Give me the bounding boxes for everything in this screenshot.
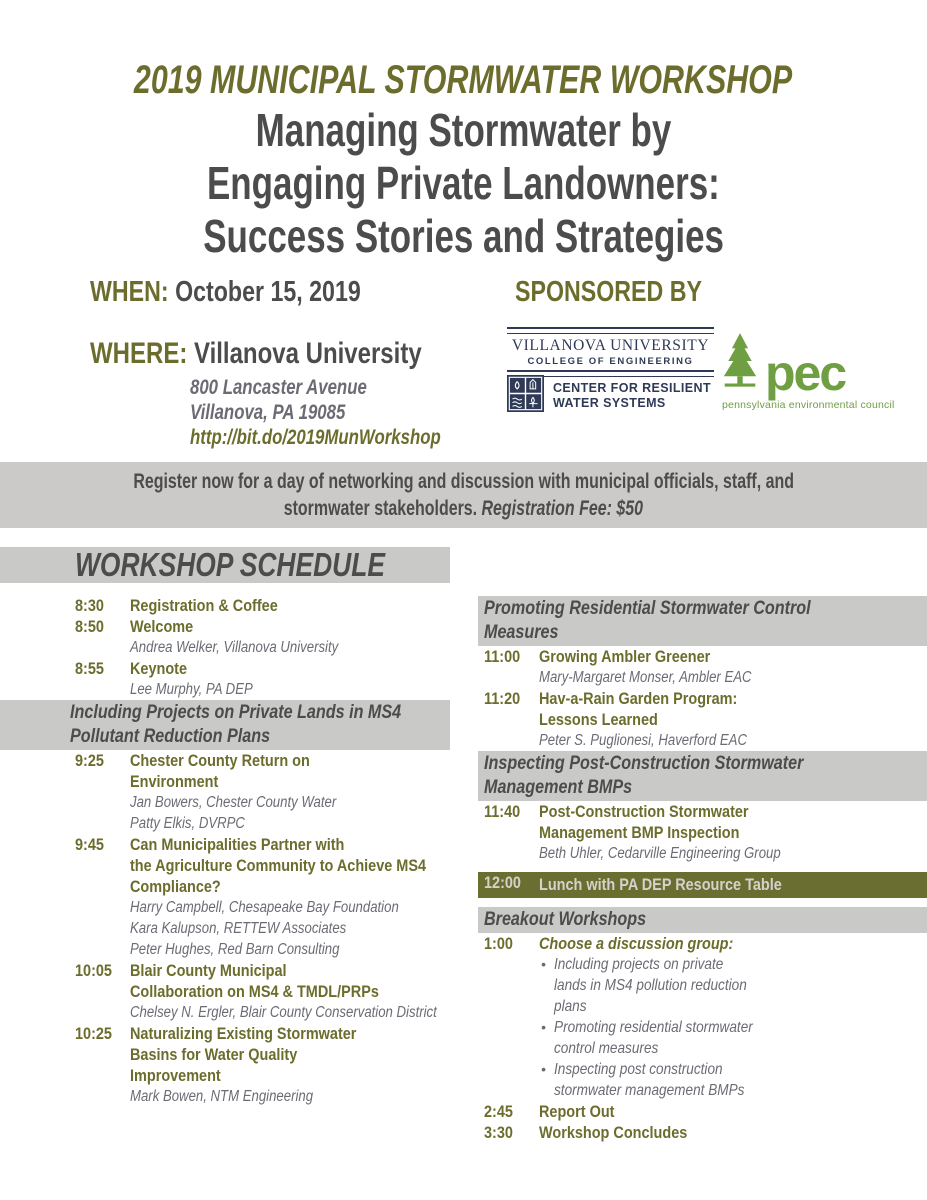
session-body bbox=[130, 750, 450, 834]
session-speaker: Mary-Margaret Monser, Ambler EAC bbox=[539, 669, 752, 686]
session-time: 11:00 bbox=[484, 647, 521, 666]
crws-logo bbox=[507, 375, 711, 417]
schedule-item bbox=[0, 960, 450, 1023]
session-time: 1:00 bbox=[484, 934, 513, 953]
where-label: WHERE: bbox=[90, 337, 188, 370]
crws-line1: CENTER FOR RESILIENT bbox=[553, 381, 712, 395]
lunch-banner bbox=[478, 872, 927, 898]
session-time: 10:25 bbox=[75, 1024, 112, 1043]
discussion-option-line: lands in MS4 pollution reduction bbox=[554, 977, 747, 994]
logo-rule bbox=[507, 327, 714, 334]
section-header bbox=[0, 700, 450, 750]
discussion-option-line: Inspecting post construction bbox=[554, 1061, 723, 1078]
schedule-right-items bbox=[478, 596, 927, 1143]
session-speaker: Peter Hughes, Red Barn Consulting bbox=[130, 941, 340, 958]
water-systems-grid-icon bbox=[507, 375, 544, 417]
workshop-year-title: 2019 MUNICIPAL STORMWATER WORKSHOP bbox=[134, 58, 793, 102]
session-body bbox=[539, 688, 927, 751]
schedule-item bbox=[478, 801, 927, 864]
session-body bbox=[130, 616, 450, 658]
pec-abbr: pec bbox=[765, 345, 846, 401]
schedule-item bbox=[478, 1101, 927, 1122]
session-time: 10:05 bbox=[75, 961, 112, 980]
session-body bbox=[539, 933, 927, 1101]
session-speaker: Kara Kalupson, RETTEW Associates bbox=[130, 920, 347, 937]
villanova-name: VILLANOVA UNIVERSITY bbox=[511, 337, 710, 354]
session-title-line: Can Municipalities Partner with bbox=[130, 835, 345, 854]
evergreen-tree-icon bbox=[722, 333, 758, 394]
session-body bbox=[539, 1101, 927, 1122]
register-banner bbox=[0, 462, 927, 528]
villanova-logo bbox=[507, 327, 714, 377]
session-body bbox=[539, 646, 927, 688]
session-speaker: Patty Elkis, DVRPC bbox=[130, 815, 245, 832]
register-line1: Register now for a day of networking and discussion with municipal officials, staff, and bbox=[133, 470, 794, 493]
when-row bbox=[90, 276, 428, 309]
session-body bbox=[130, 960, 450, 1023]
session-title-line: Hav-a-Rain Garden Program: bbox=[539, 689, 738, 708]
section-header-line: Inspecting Post-Construction Stormwater bbox=[484, 753, 804, 774]
session-title-line: Collaboration on MS4 & TMDL/PRPs bbox=[130, 982, 379, 1001]
lunch-time: 12:00 bbox=[484, 873, 521, 892]
session-title-line: Welcome bbox=[130, 617, 194, 636]
venue-address bbox=[190, 375, 503, 450]
session-title-line: Improvement bbox=[130, 1066, 221, 1085]
villanova-college: COLLEGE OF ENGINEERING bbox=[527, 356, 694, 367]
schedule-right-column bbox=[478, 596, 927, 1143]
schedule-item bbox=[0, 595, 450, 616]
session-body bbox=[539, 801, 927, 864]
session-speaker: Jan Bowers, Chester County Water bbox=[130, 794, 337, 811]
discussion-option-line: Including projects on private bbox=[554, 956, 724, 973]
session-time: 2:45 bbox=[484, 1102, 513, 1121]
session-title-line: Management BMP Inspection bbox=[539, 823, 740, 842]
bullet-dot-icon: • bbox=[541, 956, 546, 972]
pec-tagline: pennsylvania environmental council bbox=[722, 399, 895, 411]
session-speaker: Andrea Welker, Villanova University bbox=[130, 639, 339, 656]
session-title-line: Blair County Municipal bbox=[130, 961, 287, 980]
session-body bbox=[130, 595, 450, 616]
schedule-left-column bbox=[0, 547, 450, 1107]
section-header-line: Pollutant Reduction Plans bbox=[70, 726, 271, 747]
session-body bbox=[130, 1023, 450, 1107]
register-line2-regular: stormwater stakeholders. bbox=[283, 497, 482, 520]
session-title-line: Lessons Learned bbox=[539, 710, 658, 729]
schedule-item bbox=[478, 933, 927, 1101]
session-title-line: Registration & Coffee bbox=[130, 596, 278, 615]
crws-line2: WATER SYSTEMS bbox=[553, 396, 666, 410]
bullet-dot-icon: • bbox=[541, 1061, 546, 1077]
session-time: 11:40 bbox=[484, 802, 521, 821]
discussion-option-line: stormwater management BMPs bbox=[554, 1082, 745, 1099]
session-time: 11:20 bbox=[484, 689, 521, 708]
session-speaker: Mark Bowen, NTM Engineering bbox=[130, 1088, 314, 1105]
sponsored-by-label: SPONSORED BY bbox=[515, 276, 702, 308]
when-value: October 15, 2019 bbox=[175, 276, 361, 308]
schedule-item bbox=[0, 834, 450, 960]
section-header-line: Measures bbox=[484, 622, 559, 643]
lunch-title: Lunch with PA DEP Resource Table bbox=[539, 875, 782, 894]
crws-name bbox=[553, 381, 711, 411]
discussion-option-line: control measures bbox=[554, 1040, 659, 1057]
session-title-line: Post-Construction Stormwater bbox=[539, 802, 749, 821]
session-time: 9:25 bbox=[75, 751, 104, 770]
schedule-item bbox=[0, 750, 450, 834]
discussion-option-text bbox=[554, 954, 781, 1017]
main-title-line: Engaging Private Landowners: bbox=[207, 157, 720, 209]
address-line: 800 Lancaster Avenue bbox=[190, 376, 367, 399]
register-line2 bbox=[0, 495, 927, 522]
schedule-item bbox=[0, 616, 450, 658]
session-body bbox=[539, 1122, 927, 1143]
section-header bbox=[478, 907, 927, 933]
session-speaker: Lee Murphy, PA DEP bbox=[130, 681, 253, 698]
session-time: 3:30 bbox=[484, 1123, 513, 1142]
session-title-line: Compliance? bbox=[130, 877, 221, 896]
session-body bbox=[130, 658, 450, 700]
session-title-line: Choose a discussion group: bbox=[539, 934, 734, 953]
registration-fee: Registration Fee: $50 bbox=[481, 497, 644, 520]
session-title-line: Keynote bbox=[130, 659, 188, 678]
session-time: 9:45 bbox=[75, 835, 104, 854]
session-speaker: Peter S. Puglionesi, Haverford EAC bbox=[539, 732, 747, 749]
schedule-item bbox=[478, 646, 927, 688]
session-title-line: Chester County Return on bbox=[130, 751, 310, 770]
discussion-option-line: plans bbox=[554, 998, 587, 1015]
main-title bbox=[0, 104, 927, 263]
registration-link[interactable]: http://bit.do/2019MunWorkshop bbox=[190, 426, 441, 449]
session-title-line: Naturalizing Existing Stormwater bbox=[130, 1024, 357, 1043]
session-title-line: Environment bbox=[130, 772, 219, 791]
address-line: Villanova, PA 19085 bbox=[190, 401, 346, 424]
schedule-heading: WORKSHOP SCHEDULE bbox=[0, 547, 450, 583]
session-title-line: Basins for Water Quality bbox=[130, 1045, 298, 1064]
session-title-line: Growing Ambler Greener bbox=[539, 647, 711, 666]
where-value: Villanova University bbox=[194, 337, 422, 370]
session-body bbox=[130, 834, 450, 960]
discussion-option-text bbox=[554, 1059, 778, 1101]
schedule-item bbox=[0, 658, 450, 700]
discussion-option bbox=[541, 1017, 927, 1059]
session-speaker: Chelsey N. Ergler, Blair County Conservation District bbox=[130, 1004, 437, 1021]
session-time: 8:55 bbox=[75, 659, 104, 678]
pec-logo bbox=[722, 333, 895, 411]
bullet-dot-icon: • bbox=[541, 1019, 546, 1035]
session-speaker: Harry Campbell, Chesapeake Bay Foundation bbox=[130, 899, 399, 916]
main-title-line: Success Stories and Strategies bbox=[203, 210, 724, 262]
session-title-line: the Agriculture Community to Achieve MS4 bbox=[130, 856, 426, 875]
session-time: 8:50 bbox=[75, 617, 104, 636]
session-title-line: Report Out bbox=[539, 1102, 615, 1121]
section-header-line: Promoting Residential Stormwater Control bbox=[484, 598, 811, 619]
section-header bbox=[478, 596, 927, 646]
schedule-item bbox=[0, 1023, 450, 1107]
discussion-option-text bbox=[554, 1017, 788, 1059]
session-speaker: Beth Uhler, Cedarville Engineering Group bbox=[539, 845, 781, 862]
discussion-option bbox=[541, 1059, 927, 1101]
section-header bbox=[478, 751, 927, 801]
section-header-line: Breakout Workshops bbox=[484, 909, 647, 930]
section-header-line: Including Projects on Private Lands in MS4 bbox=[70, 702, 402, 723]
main-title-line: Managing Stormwater by bbox=[255, 104, 672, 156]
session-time: 8:30 bbox=[75, 596, 104, 615]
schedule-item bbox=[478, 1122, 927, 1143]
where-row bbox=[90, 337, 505, 371]
when-label: WHEN: bbox=[90, 276, 169, 308]
section-header-line: Management BMPs bbox=[484, 777, 633, 798]
schedule-item bbox=[478, 688, 927, 751]
discussion-option-line: Promoting residential stormwater bbox=[554, 1019, 753, 1036]
session-title-line: Workshop Concludes bbox=[539, 1123, 688, 1142]
discussion-option bbox=[541, 954, 927, 1017]
schedule-left-items bbox=[0, 595, 450, 1107]
